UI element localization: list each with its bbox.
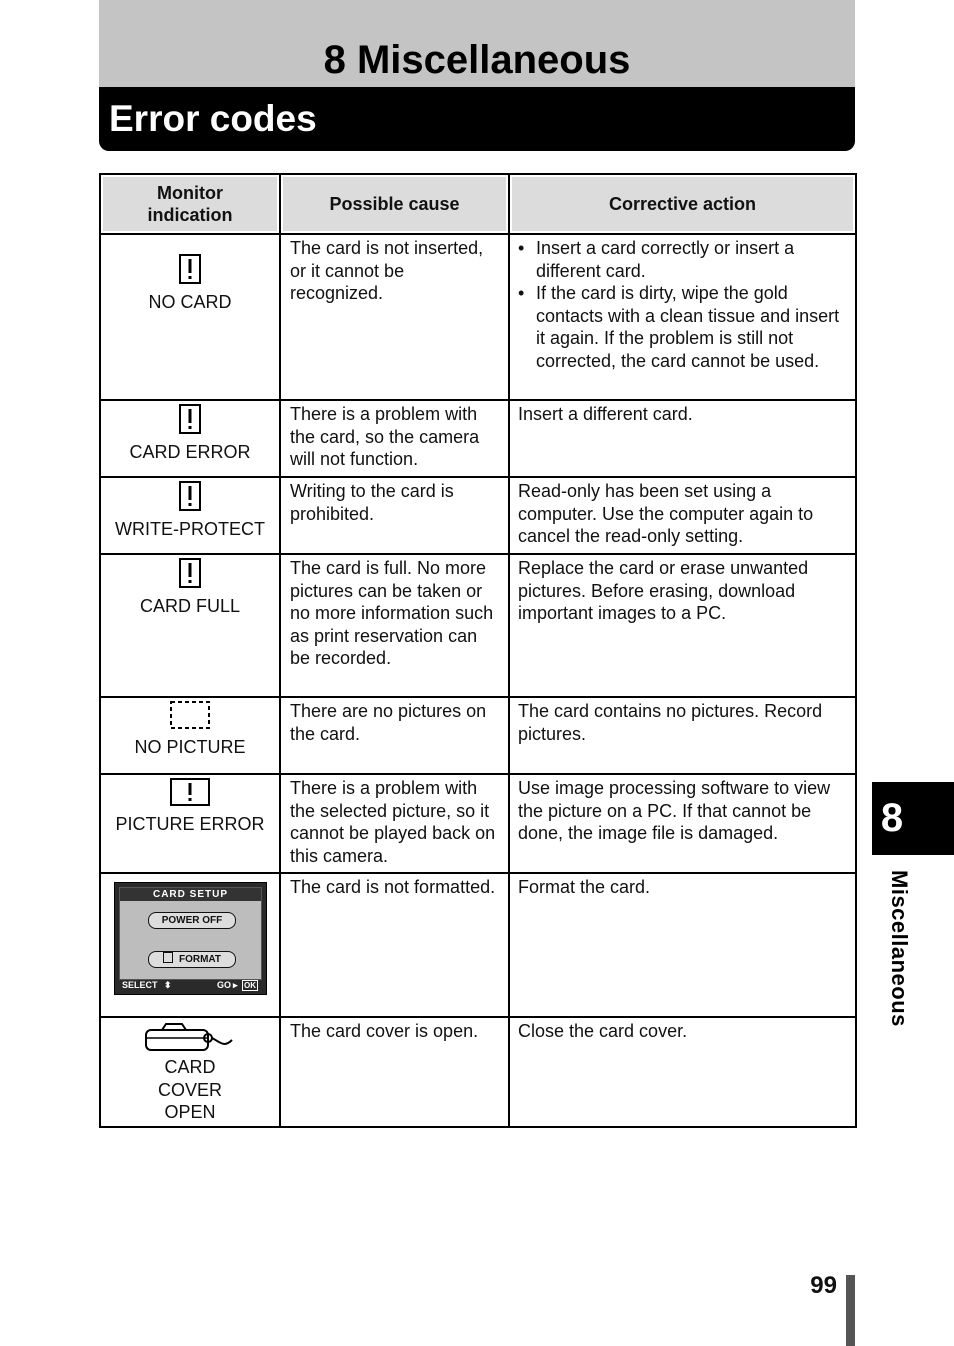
action-cell: Close the card cover.	[509, 1017, 856, 1127]
cause-cell: Writing to the card is prohibited.	[280, 477, 509, 554]
header-possible-cause: Possible cause	[280, 174, 509, 234]
indication-label: NO PICTURE	[134, 737, 246, 757]
go-label: GO	[217, 980, 232, 990]
indication-label: CARD ERROR	[129, 442, 251, 462]
indication-cell	[100, 400, 280, 477]
card-warning-icon	[178, 253, 202, 285]
indication-label: CARD COVER OPEN	[157, 1057, 222, 1122]
cause-cell: The card cover is open.	[280, 1017, 509, 1127]
card-warning-icon	[178, 403, 202, 435]
cause-cell: The card is full. No more pictures can be taken or no more information such as print reservation can be recorded.	[280, 554, 509, 697]
table-row	[100, 873, 856, 1017]
indication-cell	[100, 477, 280, 554]
indication-cell	[100, 697, 280, 774]
chapter-title: 8 Miscellaneous	[323, 38, 631, 82]
header-monitor-indication: Monitor indication	[100, 174, 280, 234]
arrow-right-icon: ▸	[233, 980, 238, 990]
section-banner	[99, 87, 855, 151]
empty-frame-icon	[169, 700, 211, 730]
action-cell: Replace the card or erase unwanted pictures. Before erasing, download important images to a PC.	[509, 554, 856, 697]
indication-label: CARD FULL	[139, 596, 241, 616]
indication-cell	[100, 873, 280, 1017]
table-header-row	[100, 174, 856, 234]
chapter-tab-number: 8	[880, 796, 904, 840]
card-setup-screen-body	[119, 887, 262, 980]
cause-cell: There is a problem with the card, so the camera will not function.	[280, 400, 509, 477]
action-cell: Format the card.	[509, 873, 856, 1017]
indication-label: PICTURE ERROR	[115, 814, 265, 834]
card-cover-open-icon	[142, 1020, 238, 1054]
section-title: Error codes	[109, 98, 317, 139]
card-setup-title: CARD SETUP	[120, 888, 261, 901]
page-edge-bar	[846, 1275, 855, 1346]
select-label: SELECT	[122, 980, 158, 990]
indication-cell	[100, 554, 280, 697]
arrow-updown-icon: ⬍	[164, 980, 172, 990]
ok-label: OK	[244, 981, 256, 990]
action-item: • If the card is dirty, wipe the gold contacts with a clean tissue and insert it again. If the problem is still not corrected, the card cannot be used.	[518, 282, 847, 372]
error-codes-table	[99, 173, 857, 1128]
action-cell: The card contains no pictures. Record pictures.	[509, 697, 856, 774]
indication-cell	[100, 234, 280, 400]
action-cell	[509, 234, 856, 400]
cause-cell: There is a problem with the selected picture, so it cannot be played back on this camera.	[280, 774, 509, 873]
indication-label: WRITE-PROTECT	[115, 519, 265, 539]
card-warning-icon	[178, 480, 202, 512]
table-row	[100, 234, 856, 400]
trash-icon	[163, 952, 173, 963]
card-setup-footer	[119, 980, 262, 991]
cause-cell: There are no pictures on the card.	[280, 697, 509, 774]
format-option-label: FORMAT	[178, 954, 222, 965]
action-cell: Use image processing software to view the picture on a PC. If that cannot be done, the image file is damaged.	[509, 774, 856, 873]
card-warning-icon	[178, 557, 202, 589]
picture-warning-icon	[169, 777, 211, 807]
table-row	[100, 697, 856, 774]
table-row	[100, 1017, 856, 1127]
table-row	[100, 774, 856, 873]
power-off-option: POWER OFF	[148, 912, 236, 929]
table-row	[100, 554, 856, 697]
chapter-tab-label: Miscellaneous	[887, 870, 912, 1027]
indication-label: NO CARD	[148, 292, 232, 312]
action-cell: Insert a different card.	[509, 400, 856, 477]
page-number: 99	[810, 1272, 837, 1299]
indication-cell	[100, 774, 280, 873]
format-option	[148, 951, 236, 968]
header-corrective-action: Corrective action	[509, 174, 856, 234]
card-setup-screen	[114, 882, 267, 995]
indication-cell	[100, 1017, 280, 1127]
table-row	[100, 400, 856, 477]
table-row	[100, 477, 856, 554]
action-cell: Read-only has been set using a computer. Use the computer again to cancel the read-only setting.	[509, 477, 856, 554]
chapter-tab	[872, 782, 954, 855]
cause-cell: The card is not inserted, or it cannot be recognized.	[280, 234, 509, 400]
action-item: • Insert a card correctly or insert a different card.	[518, 237, 847, 282]
cause-cell: The card is not formatted.	[280, 873, 509, 1017]
